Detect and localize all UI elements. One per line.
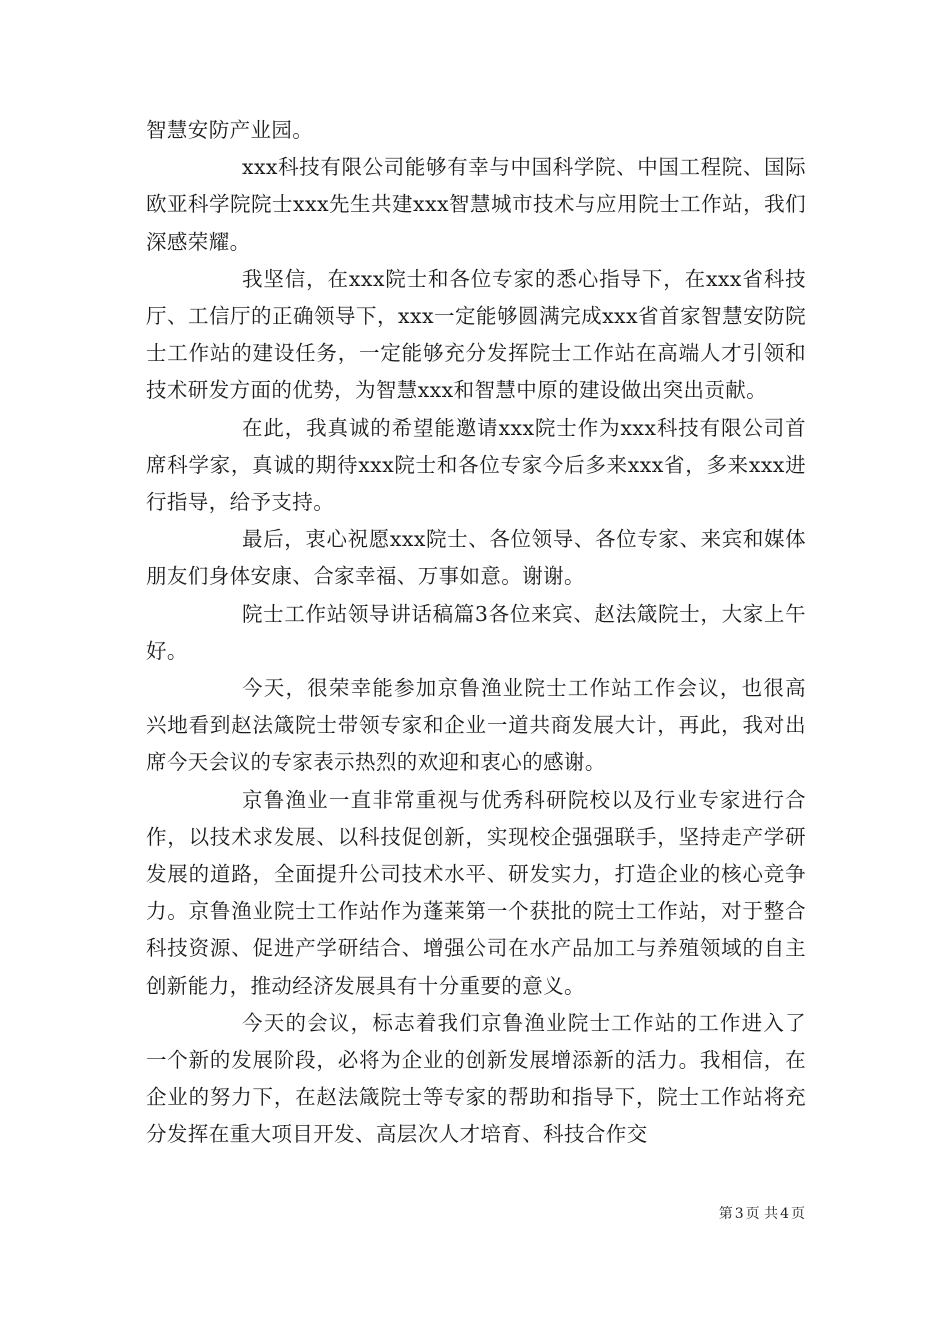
page-current: 3 xyxy=(734,1206,744,1222)
page-label-mid: 页 共 xyxy=(745,1206,779,1222)
body-text xyxy=(146,112,806,1154)
paragraph: 最后，衷心祝愿xxx院士、各位领导、各位专家、来宾和媒体朋友们身体安康、合家幸福、万事如意。谢谢。 xyxy=(146,527,806,589)
page-label-suffix: 页 xyxy=(791,1206,805,1222)
paragraph: xxx科技有限公司能够有幸与中国科学院、中国工程院、国际欧亚科学院院士xxx先生共建xxx智慧城市技术与应用院士工作站，我们深感荣耀。 xyxy=(146,155,806,254)
page-number-footer xyxy=(718,1203,806,1223)
paragraph: 智慧安防产业园。 xyxy=(146,118,314,142)
paragraph: 我坚信，在xxx院士和各位专家的悉心指导下，在xxx省科技厅、工信厅的正确领导下，xxx一定能够圆满完成xxx省首家智慧安防院士工作站的建设任务，一定能够充分发挥院士工作站在高端人才引领和技术研发方面的优势，为智慧xxx和智慧中原的建设做出突出贡献。 xyxy=(146,266,806,403)
page-total: 4 xyxy=(780,1206,789,1222)
paragraph: 在此，我真诚的希望能邀请xxx院士作为xxx科技有限公司首席科学家，真诚的期待xxx院士和各位专家今后多来xxx省，多来xxx进行指导，给予支持。 xyxy=(146,415,806,515)
page-label-prefix: 第 xyxy=(718,1206,733,1222)
paragraph: 今天的会议，标志着我们京鲁渔业院士工作站的工作进入了一个新的发展阶段，必将为企业的创新发展增添新的活力。我相信，在企业的努力下，在赵法箴院士等专家的帮助和指导下，院士工作站将充分发挥在重大项目开发、高层次人才培育、科技合作交 xyxy=(146,1010,806,1147)
paragraph: 院士工作站领导讲话稿篇3各位来宾、赵法箴院士，大家上午好。 xyxy=(146,601,806,663)
paragraph: 今天，很荣幸能参加京鲁渔业院士工作站工作会议，也很高兴地看到赵法箴院士带领专家和企业一道共商发展大计，再此，我对出席今天会议的专家表示热烈的欢迎和衷心的感谢。 xyxy=(146,676,806,775)
paragraph: 京鲁渔业一直非常重视与优秀科研院校以及行业专家进行合作，以技术求发展、以科技促创新，实现校企强强联手，坚持走产学研发展的道路，全面提升公司技术水平、研发实力，打造企业的核心竞争力。京鲁渔业院士工作站作为蓬莱第一个获批的院士工作站，对于整合科技资源、促进产学研结合、增强公司在水产品加工与养殖领域的自主创新能力，推动经济发展具有十分重要的意义。 xyxy=(146,787,806,998)
